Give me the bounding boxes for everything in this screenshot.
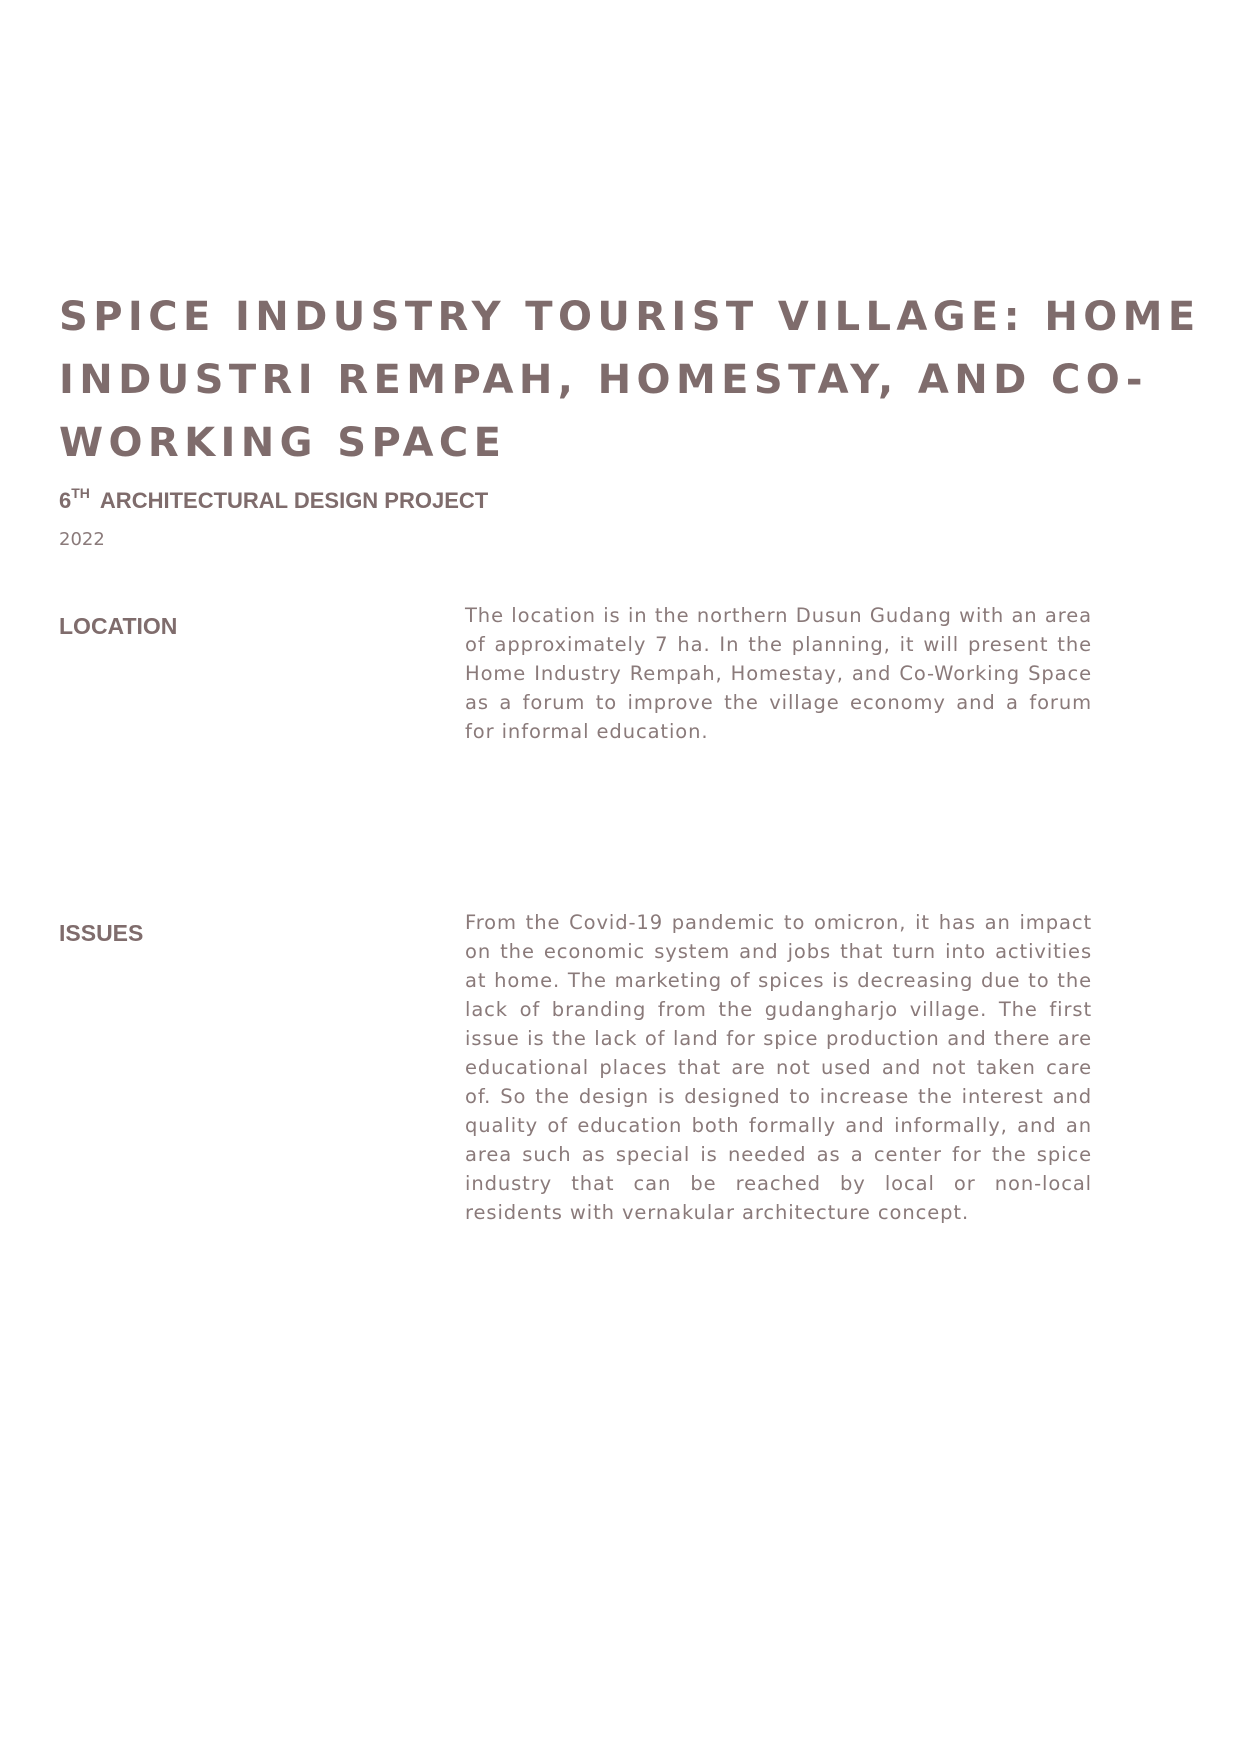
project-year: 2022: [59, 529, 105, 550]
section-label-issues: ISSUES: [59, 920, 144, 946]
project-subtitle: [59, 484, 489, 515]
title-line-1: SPICE INDUSTRY TOURIST VILLAGE: HOME: [59, 294, 1201, 340]
project-ordinal-suffix: TH: [71, 484, 90, 501]
section-label-location: LOCATION: [59, 613, 178, 639]
title-line-2: INDUSTRI REMPAH, HOMESTAY, AND CO-: [59, 357, 1148, 403]
project-subtitle-text: ARCHITECTURAL DESIGN PROJECT: [99, 488, 489, 513]
title-line-3: WORKING SPACE: [59, 420, 507, 466]
section-body-issues: From the Covid-19 pandemic to omicron, it has an impact on the economic system and jobs that turn into activities at home. The marketing of spices is decreasing due to the lack of branding from the gudangharjo village. The first issue is the lack of land for spice production and there are educational places that are not used and not taken care of. So the design is designed to increase the interest and quality of education both formally and informally, and an area such as special is needed as a center for the spice industry that can be reached by local or non-local residents with vernakular architecture concept.: [465, 911, 1092, 1224]
page-title: [59, 286, 1199, 475]
project-number: 6: [59, 488, 72, 513]
section-body-location: The location is in the northern Dusun Gudang with an area of approximately 7 ha. In the planning, it will present the Home Industry Rempah, Homestay, and Co-Working Space as a forum to improve the village economy and a forum for informal education.: [465, 604, 1092, 743]
